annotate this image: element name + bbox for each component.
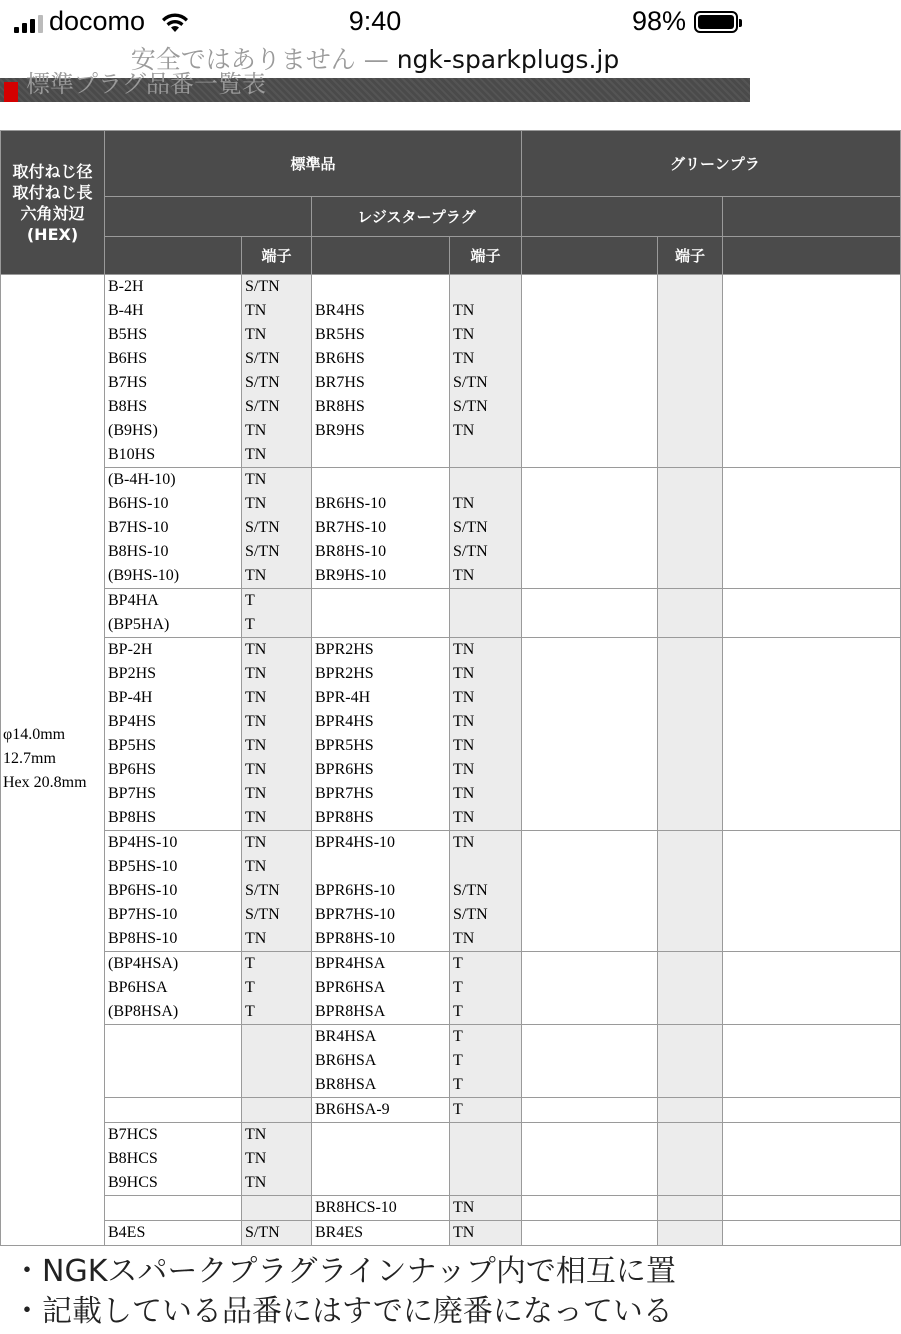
std-part: BP7HS-10 xyxy=(108,906,178,923)
green-part-cell xyxy=(522,638,658,831)
std-terminal: TN xyxy=(245,641,267,658)
res-part-cell xyxy=(312,1025,450,1098)
std-terminal xyxy=(245,1049,311,1073)
std-terminal: TN xyxy=(245,446,267,463)
std-terminal: TN xyxy=(245,302,267,319)
security-warning: 安全ではありません — xyxy=(130,45,397,74)
std-part: BP6HSA xyxy=(108,979,168,996)
res-terminal-cell xyxy=(450,831,522,952)
green-extra-cell xyxy=(723,589,901,638)
res-part: BPR8HS-10 xyxy=(315,930,396,947)
res-part-cell xyxy=(312,468,450,589)
std-terminal: T xyxy=(245,979,255,996)
std-part-cell xyxy=(105,468,242,589)
res-terminal: S/TN xyxy=(453,882,488,899)
green-extra-cell xyxy=(723,1196,901,1221)
res-terminal: TN xyxy=(453,737,475,754)
res-part: BR4ES xyxy=(315,1224,364,1241)
std-part-cell xyxy=(105,275,242,468)
green-extra-cell xyxy=(723,1098,901,1123)
res-terminal: TN xyxy=(453,350,475,367)
table-row xyxy=(1,831,901,952)
header-thread-diameter: 取付ねじ径 xyxy=(12,161,93,181)
res-terminal-cell xyxy=(450,589,522,638)
std-terminal: S/TN xyxy=(245,278,280,295)
std-terminal-cell xyxy=(242,952,312,1025)
std-part: B-2H xyxy=(108,278,144,295)
battery-indicator xyxy=(632,6,738,37)
std-part: B-4H xyxy=(108,302,144,319)
res-part: BPR8HSA xyxy=(315,1003,386,1020)
std-terminal: S/TN xyxy=(245,350,280,367)
std-terminal: T xyxy=(245,955,255,972)
std-terminal: TN xyxy=(245,761,267,778)
res-terminal xyxy=(453,1147,521,1171)
table-row xyxy=(1,275,901,468)
res-part: BR4HS xyxy=(315,302,365,319)
res-terminal xyxy=(453,613,521,637)
res-terminal: T xyxy=(453,1052,463,1069)
res-terminal: TN xyxy=(453,1199,475,1216)
green-extra-cell xyxy=(723,1123,901,1196)
res-part: BR8HSA xyxy=(315,1076,377,1093)
std-terminal: TN xyxy=(245,834,267,851)
res-terminal xyxy=(453,1123,521,1147)
table-row xyxy=(1,1025,901,1098)
res-part-cell xyxy=(312,1123,450,1196)
note-line: ・記載している品番にはすでに廃番になっている xyxy=(12,1294,673,1329)
res-part: BR8HCS-10 xyxy=(315,1199,397,1216)
std-terminal xyxy=(245,1073,311,1097)
std-terminal: TN xyxy=(245,737,267,754)
std-part: B5HS xyxy=(108,326,148,343)
plug-table xyxy=(0,130,901,1246)
green-extra-cell xyxy=(723,831,901,952)
res-terminal: T xyxy=(453,1003,463,1020)
std-part: BP4HS xyxy=(108,713,157,730)
std-terminal: S/TN xyxy=(245,519,280,536)
table-row xyxy=(1,638,901,831)
std-part: BP6HS-10 xyxy=(108,882,178,899)
res-part: BPR-4H xyxy=(315,689,371,706)
res-part: BPR7HS xyxy=(315,785,374,802)
header-green-part xyxy=(522,237,658,275)
res-part: BPR5HS xyxy=(315,737,374,754)
battery-icon xyxy=(694,11,738,33)
res-part-cell xyxy=(312,1221,450,1246)
std-terminal: TN xyxy=(245,713,267,730)
size-diameter: φ14.0mm xyxy=(3,726,66,743)
header-green-sub2 xyxy=(723,197,901,237)
std-part: B7HS-10 xyxy=(108,519,169,536)
red-marker-icon xyxy=(4,82,18,102)
res-terminal: TN xyxy=(453,689,475,706)
res-terminal: S/TN xyxy=(453,906,488,923)
std-part-cell xyxy=(105,1221,242,1246)
header-standard: 標準品 xyxy=(105,131,522,197)
res-part-cell xyxy=(312,1196,450,1221)
res-terminal: TN xyxy=(453,930,475,947)
res-terminal: TN xyxy=(453,665,475,682)
res-terminal: TN xyxy=(453,785,475,802)
std-part: B8HCS xyxy=(108,1150,158,1167)
res-terminal: S/TN xyxy=(453,519,488,536)
res-part: BPR4HSA xyxy=(315,955,386,972)
res-part: BPR7HS-10 xyxy=(315,906,396,923)
green-part-cell xyxy=(522,1196,658,1221)
std-terminal-cell xyxy=(242,1098,312,1123)
std-terminal: TN xyxy=(245,1126,267,1143)
std-terminal xyxy=(245,1196,311,1220)
table-row xyxy=(1,468,901,589)
green-extra-cell xyxy=(723,275,901,468)
res-terminal: T xyxy=(453,1076,463,1093)
res-terminal xyxy=(453,468,521,492)
status-bar xyxy=(0,0,750,40)
std-part: B6HS-10 xyxy=(108,495,169,512)
res-part: BR8HS xyxy=(315,398,365,415)
green-part-cell xyxy=(522,952,658,1025)
res-part-cell xyxy=(312,1098,450,1123)
res-part: BR9HS xyxy=(315,422,365,439)
res-terminal xyxy=(453,275,521,299)
std-part xyxy=(108,1196,241,1220)
green-part-cell xyxy=(522,1221,658,1246)
res-part xyxy=(315,1123,449,1147)
res-part: BR7HS-10 xyxy=(315,519,387,536)
res-terminal: TN xyxy=(453,834,475,851)
res-terminal: TN xyxy=(453,1224,475,1241)
std-part: (BP5HA) xyxy=(108,616,170,633)
res-terminal-cell xyxy=(450,638,522,831)
header-std-terminal: 端子 xyxy=(242,237,312,275)
res-part-cell xyxy=(312,275,450,468)
std-part: B7HCS xyxy=(108,1126,158,1143)
res-terminal-cell xyxy=(450,952,522,1025)
res-terminal: T xyxy=(453,979,463,996)
header-thread-spec xyxy=(1,131,105,275)
res-part: BR4HSA xyxy=(315,1028,377,1045)
std-terminal: TN xyxy=(245,665,267,682)
res-terminal xyxy=(453,1171,521,1195)
std-part-cell xyxy=(105,1098,242,1123)
green-terminal-cell xyxy=(658,589,723,638)
res-terminal-cell xyxy=(450,1025,522,1098)
res-part: BPR6HSA xyxy=(315,979,386,996)
std-terminal: TN xyxy=(245,858,267,875)
green-part-cell xyxy=(522,1025,658,1098)
std-part: B6HS xyxy=(108,350,148,367)
clock: 9:40 xyxy=(348,6,402,36)
note-line: ・NGKスパークプラグラインナップ内で相互に置 xyxy=(12,1254,676,1289)
green-part-cell xyxy=(522,1098,658,1123)
std-part: BP8HS xyxy=(108,809,157,826)
std-part-cell xyxy=(105,589,242,638)
res-part: BPR2HS xyxy=(315,641,374,658)
carrier-label: docomo xyxy=(49,6,146,36)
std-terminal-cell xyxy=(242,1221,312,1246)
header-resistor: レジスタープラグ xyxy=(312,197,522,237)
res-terminal: T xyxy=(453,1101,463,1118)
res-part: BR5HS xyxy=(315,326,365,343)
green-terminal-cell xyxy=(658,1025,723,1098)
res-part xyxy=(315,1171,449,1195)
std-part: BP8HS-10 xyxy=(108,930,178,947)
notes xyxy=(0,1252,750,1334)
std-part: (BP4HSA) xyxy=(108,955,179,972)
std-part: BP4HA xyxy=(108,592,159,609)
std-terminal: S/TN xyxy=(245,543,280,560)
header-std-part xyxy=(105,237,242,275)
page-title: 標準プラグ品番一覧表 xyxy=(26,70,266,98)
header-thread-length: 取付ねじ長 xyxy=(12,182,93,202)
res-part xyxy=(315,443,449,467)
res-terminal-cell xyxy=(450,275,522,468)
green-terminal-cell xyxy=(658,1196,723,1221)
green-terminal-cell xyxy=(658,952,723,1025)
std-terminal: T xyxy=(245,1003,255,1020)
res-terminal xyxy=(453,589,521,613)
header-hex: (HEX) xyxy=(26,224,79,244)
res-part: BR7HS xyxy=(315,374,365,391)
res-terminal: TN xyxy=(453,302,475,319)
std-terminal: TN xyxy=(245,495,267,512)
battery-percent: 98% xyxy=(631,6,686,36)
table-body xyxy=(1,275,901,1246)
table-row xyxy=(1,1098,901,1123)
std-terminal: TN xyxy=(245,809,267,826)
std-terminal: TN xyxy=(245,689,267,706)
res-part: BR6HS-10 xyxy=(315,495,387,512)
std-part: B8HS xyxy=(108,398,148,415)
std-terminal-cell xyxy=(242,468,312,589)
header-res-terminal: 端子 xyxy=(450,237,522,275)
std-terminal-cell xyxy=(242,275,312,468)
std-part-cell xyxy=(105,1196,242,1221)
table-row xyxy=(1,589,901,638)
std-terminal: S/TN xyxy=(245,398,280,415)
std-part-cell xyxy=(105,1025,242,1098)
std-terminal: T xyxy=(245,616,255,633)
std-part: B4ES xyxy=(108,1224,146,1241)
green-extra-cell xyxy=(723,1221,901,1246)
res-part xyxy=(315,855,449,879)
std-part-cell xyxy=(105,831,242,952)
res-part: BPR6HS xyxy=(315,761,374,778)
res-terminal-cell xyxy=(450,468,522,589)
table-row xyxy=(1,1123,901,1196)
std-part: B8HS-10 xyxy=(108,543,169,560)
size-cell xyxy=(1,275,105,1246)
green-part-cell xyxy=(522,831,658,952)
res-terminal: T xyxy=(453,955,463,972)
std-terminal: TN xyxy=(245,326,267,343)
std-part: B10HS xyxy=(108,446,156,463)
std-terminal: S/TN xyxy=(245,1224,280,1241)
std-part: BP-4H xyxy=(108,689,153,706)
res-terminal: S/TN xyxy=(453,543,488,560)
std-terminal xyxy=(245,1025,311,1049)
res-part xyxy=(315,275,449,299)
std-terminal: T xyxy=(245,592,255,609)
res-terminal: S/TN xyxy=(453,374,488,391)
std-part-cell xyxy=(105,1123,242,1196)
std-part xyxy=(108,1025,241,1049)
res-terminal: TN xyxy=(453,761,475,778)
std-part: BP7HS xyxy=(108,785,157,802)
std-part xyxy=(108,1049,241,1073)
res-terminal: TN xyxy=(453,809,475,826)
header-green-sub xyxy=(522,197,723,237)
res-part xyxy=(315,589,449,613)
header-green-terminal: 端子 xyxy=(658,237,723,275)
res-terminal-cell xyxy=(450,1221,522,1246)
std-part xyxy=(108,1098,241,1122)
std-part: (BP8HSA) xyxy=(108,1003,179,1020)
res-part-cell xyxy=(312,952,450,1025)
res-part: BR9HS-10 xyxy=(315,567,387,584)
green-extra-cell xyxy=(723,638,901,831)
std-terminal: S/TN xyxy=(245,882,280,899)
res-part xyxy=(315,1147,449,1171)
header-hex-size: 六角対辺 xyxy=(20,203,85,223)
res-part: BPR4HS xyxy=(315,713,374,730)
size-hex: Hex 20.8mm xyxy=(3,774,87,791)
res-terminal xyxy=(453,855,521,879)
header-standard-sub xyxy=(105,197,312,237)
res-part: BR6HSA-9 xyxy=(315,1101,390,1118)
green-extra-cell xyxy=(723,468,901,589)
std-terminal-cell xyxy=(242,589,312,638)
green-terminal-cell xyxy=(658,831,723,952)
green-terminal-cell xyxy=(658,468,723,589)
res-part: BR8HS-10 xyxy=(315,543,387,560)
res-terminal: TN xyxy=(453,422,475,439)
std-part: BP4HS-10 xyxy=(108,834,178,851)
std-terminal: S/TN xyxy=(245,374,280,391)
plug-table-container[interactable] xyxy=(0,130,760,1252)
res-part: BPR2HS xyxy=(315,665,374,682)
res-terminal: TN xyxy=(453,495,475,512)
green-terminal-cell xyxy=(658,275,723,468)
res-part xyxy=(315,613,449,637)
green-extra-cell xyxy=(723,952,901,1025)
res-part-cell xyxy=(312,589,450,638)
header-res-part xyxy=(312,237,450,275)
green-part-cell xyxy=(522,1123,658,1196)
std-terminal-cell xyxy=(242,1025,312,1098)
green-part-cell xyxy=(522,468,658,589)
std-part: BP2HS xyxy=(108,665,157,682)
res-part: BPR6HS-10 xyxy=(315,882,396,899)
std-part: (B-4H-10) xyxy=(108,471,176,488)
std-part: (B9HS) xyxy=(108,422,158,439)
green-part-cell xyxy=(522,275,658,468)
table-row xyxy=(1,952,901,1025)
std-part: B9HCS xyxy=(108,1174,158,1191)
res-terminal-cell xyxy=(450,1196,522,1221)
res-part: BPR8HS xyxy=(315,809,374,826)
res-terminal-cell xyxy=(450,1098,522,1123)
table-row xyxy=(1,1196,901,1221)
green-part-cell xyxy=(522,589,658,638)
res-part: BR6HSA xyxy=(315,1052,377,1069)
std-terminal: TN xyxy=(245,567,267,584)
std-part-cell xyxy=(105,952,242,1025)
std-part: BP5HS xyxy=(108,737,157,754)
std-terminal-cell xyxy=(242,831,312,952)
std-part: (B9HS-10) xyxy=(108,567,180,584)
green-terminal-cell xyxy=(658,638,723,831)
res-part xyxy=(315,468,449,492)
std-terminal xyxy=(245,1098,311,1122)
std-part: BP5HS-10 xyxy=(108,858,178,875)
green-terminal-cell xyxy=(658,1098,723,1123)
res-terminal: TN xyxy=(453,567,475,584)
green-terminal-cell xyxy=(658,1221,723,1246)
url-domain: ngk-sparkplugs.jp xyxy=(396,45,620,74)
std-terminal: S/TN xyxy=(245,906,280,923)
res-part: BR6HS xyxy=(315,350,365,367)
table-row xyxy=(1,1221,901,1246)
res-terminal: TN xyxy=(453,326,475,343)
std-part: B7HS xyxy=(108,374,148,391)
res-part: BPR4HS-10 xyxy=(315,834,396,851)
res-part-cell xyxy=(312,831,450,952)
green-terminal-cell xyxy=(658,1123,723,1196)
green-extra-cell xyxy=(723,1025,901,1098)
res-terminal-cell xyxy=(450,1123,522,1196)
std-terminal: TN xyxy=(245,930,267,947)
res-terminal xyxy=(453,443,521,467)
res-terminal: S/TN xyxy=(453,398,488,415)
std-terminal: TN xyxy=(245,471,267,488)
std-part-cell xyxy=(105,638,242,831)
res-terminal: TN xyxy=(453,641,475,658)
std-terminal: TN xyxy=(245,422,267,439)
header-green-extra xyxy=(723,237,901,275)
std-terminal-cell xyxy=(242,1196,312,1221)
std-terminal-cell xyxy=(242,1123,312,1196)
std-terminal: TN xyxy=(245,1174,267,1191)
size-length: 12.7mm xyxy=(3,750,56,767)
std-part: BP-2H xyxy=(108,641,153,658)
res-part-cell xyxy=(312,638,450,831)
std-part: BP6HS xyxy=(108,761,157,778)
std-terminal: TN xyxy=(245,1150,267,1167)
std-terminal: TN xyxy=(245,785,267,802)
header-green-plug: グリーンプラ xyxy=(522,131,901,197)
page-header xyxy=(0,70,750,102)
std-part xyxy=(108,1073,241,1097)
std-terminal-cell xyxy=(242,638,312,831)
res-terminal: TN xyxy=(453,713,475,730)
res-terminal: T xyxy=(453,1028,463,1045)
